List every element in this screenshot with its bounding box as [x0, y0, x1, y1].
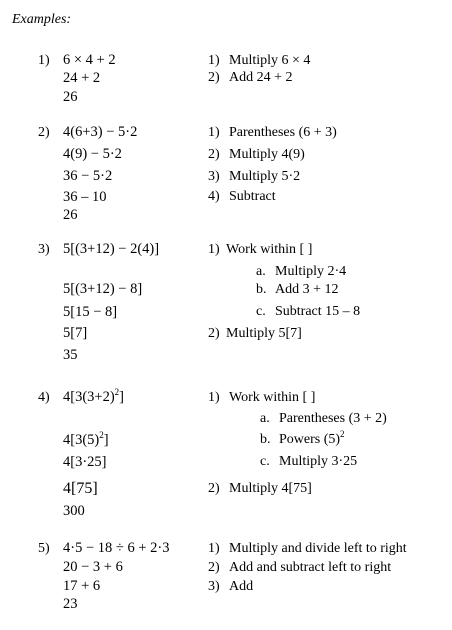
example-5-explain-2-number: 2) [208, 560, 220, 575]
example-1-step-2: 24 + 2 [63, 70, 101, 86]
example-5-step-1: 4·5 − 18 ÷ 6 + 2·3 [63, 540, 170, 556]
example-2-explain-4-number: 4) [208, 189, 220, 204]
example-1-explain-2: Add 24 + 2 [229, 70, 293, 85]
example-3-explain-2: Multiply 5[7] [226, 326, 302, 341]
example-4-step-5: 300 [63, 503, 85, 519]
example-5-explain-3: Add [229, 579, 254, 594]
example-3-sub-b: Add 3 + 12 [275, 282, 339, 297]
example-4-explain-2-number: 2) [208, 481, 220, 496]
example-2-explain-4: Subtract [229, 189, 276, 204]
example-3-step-4: 5[7] [63, 325, 88, 341]
example-4-step-2: $4[3(5)^2]$ [63, 430, 109, 448]
example-2-explain-1: Parentheses (6 + 3) [229, 125, 337, 140]
example-4-sub-a-letter: a. [260, 411, 270, 426]
example-1-explain-2-number: 2) [208, 70, 220, 85]
example-4-step-4: 4[75] [63, 480, 98, 497]
example-4-sub-b-letter: b. [260, 432, 271, 447]
example-5-step-3: 17 + 6 [63, 578, 101, 594]
page-heading: Examples: [12, 12, 72, 27]
example-3-step-5: 35 [63, 347, 78, 363]
example-2-number: 2) [38, 125, 50, 140]
example-3-step-2: 5[(3+12) − 8] [63, 281, 143, 297]
example-5-step-2: 20 − 3 + 6 [63, 559, 123, 575]
example-3-explain-1-number: 1) [208, 242, 220, 257]
example-4-explain-1: Work within [ ] [229, 390, 316, 405]
example-3-sub-c-letter: c. [256, 304, 266, 319]
example-2-explain-2: Multiply 4(9) [229, 147, 305, 162]
example-3-explain-2-number: 2) [208, 326, 220, 341]
example-2-explain-3: Multiply 5·2 [229, 169, 301, 184]
example-3-number: 3) [38, 242, 50, 257]
example-4-number: 4) [38, 390, 50, 405]
example-5-explain-3-number: 3) [208, 579, 220, 594]
example-1-step-3: 26 [63, 89, 78, 105]
example-4-explain-2: Multiply 4[75] [229, 481, 312, 496]
example-2-explain-1-number: 1) [208, 125, 220, 140]
example-4-sub-c-letter: c. [260, 454, 270, 469]
example-2-step-3: 36 − 5·2 [63, 168, 113, 184]
example-3-sub-c: Subtract 15 – 8 [275, 304, 361, 319]
example-3-explain-1: Work within [ ] [226, 242, 313, 257]
example-1-explain-1: Multiply 6 × 4 [229, 53, 311, 68]
example-2-explain-2-number: 2) [208, 147, 220, 162]
example-1-number: 1) [38, 53, 50, 68]
example-5-explain-1: Multiply and divide left to right [229, 541, 407, 556]
example-5-explain-2: Add and subtract left to right [229, 560, 392, 575]
example-4-explain-1-number: 1) [208, 390, 220, 405]
example-2-step-2: 4(9) − 5·2 [63, 146, 122, 162]
example-4-step-3: 4[3·25] [63, 454, 107, 470]
example-3-sub-b-letter: b. [256, 282, 267, 297]
example-4-sub-b: Powers $(5)^2$ [279, 429, 345, 447]
example-4-sub-a: Parentheses (3 + 2) [279, 411, 387, 426]
example-4-step-1: $4[3(3+2)^2]$ [63, 387, 125, 405]
example-5-step-4: 23 [63, 596, 78, 612]
example-5-number: 5) [38, 541, 50, 556]
example-1-explain-1-number: 1) [208, 53, 220, 68]
example-3-step-1: 5[(3+12) − 2(4)] [63, 241, 160, 257]
example-2-step-1: 4(6+3) − 5·2 [63, 124, 138, 140]
example-2-step-5: 26 [63, 207, 78, 223]
example-2-explain-3-number: 3) [208, 169, 220, 184]
example-2-step-4: 36 – 10 [63, 189, 107, 205]
example-4-sub-c: Multiply 3·25 [279, 454, 358, 469]
example-1-step-1: 6 × 4 + 2 [63, 52, 116, 68]
example-3-sub-a: Multiply 2·4 [275, 264, 347, 279]
example-3-sub-a-letter: a. [256, 264, 266, 279]
example-5-explain-1-number: 1) [208, 541, 220, 556]
example-3-step-3: 5[15 − 8] [63, 304, 118, 320]
